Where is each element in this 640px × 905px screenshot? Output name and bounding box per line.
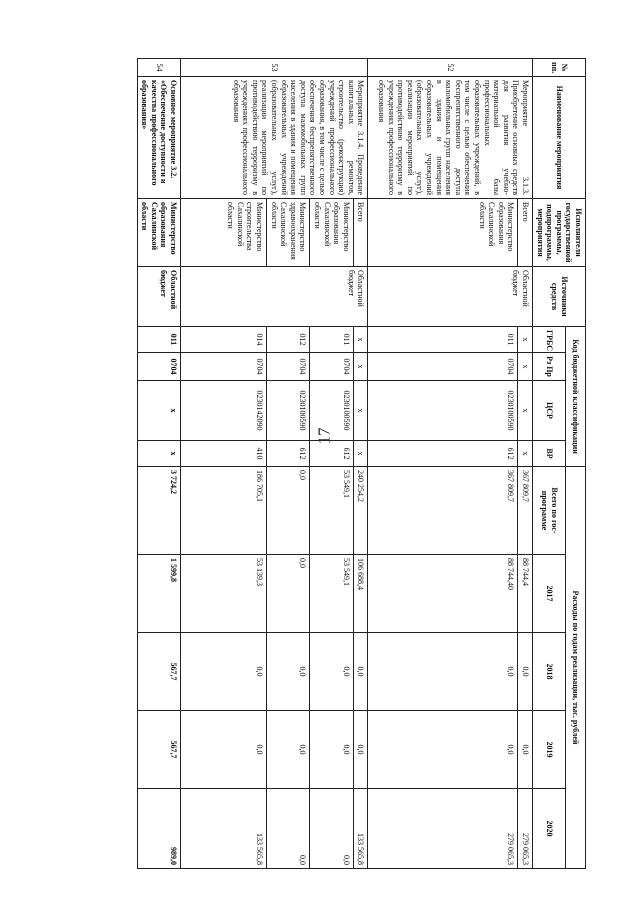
y2017-cell: 106 688,4 [353,555,368,633]
funding-source: Областной бюджет [137,267,180,327]
total-cell: 186 705,1 [181,467,267,555]
csr-cell: 0230142090 [181,381,267,441]
vr-cell: х [137,441,180,467]
y2018-cell: 0,0 [310,633,353,711]
grbs-cell: 012 [267,327,310,353]
grbs-cell: 011 [137,327,180,353]
grbs-cell: 011 [310,327,353,353]
y2018-cell: 567,7 [137,633,180,711]
grbs-cell: 014 [181,327,267,353]
rzpr-cell: 0704 [310,353,353,381]
total-cell: 367 809,7 [518,467,533,555]
table-row [137,59,180,869]
y2019-cell: 0,0 [353,711,368,789]
row-number: 53 [181,59,368,77]
total-cell: 53 549,1 [310,467,353,555]
y2020-cell: 279 065,3 [518,789,533,869]
rzpr-cell: х [353,353,368,381]
y2020-cell: 133 565,8 [353,789,368,869]
grbs-cell: х [353,327,368,353]
y2019-cell: 0,0 [368,711,518,789]
row-number: 54 [137,59,180,77]
y2017-cell: 53 549,1 [310,555,353,633]
y2017-cell: 88 744,4 [518,555,533,633]
executor: Всего [518,199,533,267]
executor: Министерство образования Сахалинской области [310,199,353,267]
header-2020: 2020 [533,789,566,869]
header-name: Наименование мероприятия [533,77,586,199]
header-csr: ЦСР [533,381,566,441]
vr-cell: 612 [368,441,518,467]
rotated-table-wrapper [86,58,586,866]
y2020-cell: 0,0 [267,789,310,869]
y2020-cell: 989,0 [137,789,180,869]
header-num: № пп. [533,59,586,77]
header-expenses: Расходы по годам реализации, тыс. рублей [566,467,586,869]
rzpr-cell: 0704 [267,353,310,381]
y2020-cell: 0,0 [310,789,353,869]
measure-name: Основное мероприятие 3.2. «Обеспечение доступности и качества профессионального образования» [137,77,180,199]
budget-table [137,58,586,869]
y2018-cell: 0,0 [353,633,368,711]
header-source: Источники средств [533,267,586,327]
rzpr-cell: 0704 [137,353,180,381]
total-cell: 367 809,7 [368,467,518,555]
y2019-cell: 0,0 [518,711,533,789]
vr-cell: 410 [181,441,267,467]
vr-cell: 612 [267,441,310,467]
y2018-cell: 0,0 [518,633,533,711]
row-number: 52 [368,59,533,77]
vr-cell: х [353,441,368,467]
y2018-cell: 0,0 [267,633,310,711]
executor: Министерство здравоохранения Сахалинской области [267,199,310,267]
header-row-1 [566,59,586,869]
funding-source: Областной бюджет [181,267,368,327]
measure-name: Мероприятие 3.1.3. Приобретение основных средств для развития учебно-материальной базы профессиональных образовательных учреждений, в том числе с целью обеспечения беспрепятственного доступа маломобильных групп населения в здания и помещения образовательных учреждений (образовательных услуг), реализации мероприятий по противодействию терроризму в учреждениях профессионального образования [368,77,533,199]
executor: Министерство образования Сахалинской области [368,199,518,267]
header-2019: 2019 [533,711,566,789]
table-row [353,59,368,869]
header-total: Всего по гос-программе [533,467,566,555]
grbs-cell: 011 [368,327,518,353]
y2019-cell: 567,7 [137,711,180,789]
executor: Министерство строительства Сахалинской области [181,199,267,267]
y2019-cell: 0,0 [181,711,267,789]
rzpr-cell: х [518,353,533,381]
y2019-cell: 0,0 [310,711,353,789]
y2020-cell: 279 065,3 [368,789,518,869]
y2018-cell: 0,0 [368,633,518,711]
y2020-cell: 133 565,8 [181,789,267,869]
y2017-cell: 88 744,40 [368,555,518,633]
csr-cell: 0230100590 [368,381,518,441]
y2017-cell: 0,0 [267,555,310,633]
grbs-cell: х [518,327,533,353]
page-number: 17 [314,427,334,445]
header-budget-code: Код бюджетной классификации [566,327,586,467]
header-rzpr: Рз Пр [533,353,566,381]
header-vr: ВР [533,441,566,467]
csr-cell: 0230100590 [267,381,310,441]
csr-cell: х [353,381,368,441]
y2017-cell: 1 599,8 [137,555,180,633]
executor: Всего [353,199,368,267]
vr-cell: х [518,441,533,467]
total-cell: 3 724,2 [137,467,180,555]
csr-cell: х [518,381,533,441]
csr-cell: х [137,381,180,441]
rzpr-cell: 0704 [181,353,267,381]
total-cell: 0,0 [267,467,310,555]
funding-source: Областной бюджет [368,267,533,327]
y2018-cell: 0,0 [181,633,267,711]
vr-cell: 612 [310,441,353,467]
table-row [518,59,533,869]
csr-cell: 0230100590 [310,381,353,441]
y2017-cell: 53 139,3 [181,555,267,633]
header-2018: 2018 [533,633,566,711]
y2019-cell: 0,0 [267,711,310,789]
header-grbs: ГРБС [533,327,566,353]
executor: Министерство образования Сахалинской области [137,199,180,267]
rzpr-cell: 0704 [368,353,518,381]
header-executor: Исполнители государственной программы, подпрограммы, мероприятия [533,199,586,267]
measure-name: Мероприятие 3.1.4. Проведение капитальных ремонтов, строительство (реконструкция) учреждений профессионального образования, в том числе с целью обеспечения беспрепятственного доступа маломобильных групп населения в здания и помещения образовательных учреждений (образовательных услуг), реализации мероприятий по противодействию терроризму в учреждениях профессионального образования [181,77,368,199]
header-2017: 2017 [533,555,566,633]
total-cell: 240 254,2 [353,467,368,555]
